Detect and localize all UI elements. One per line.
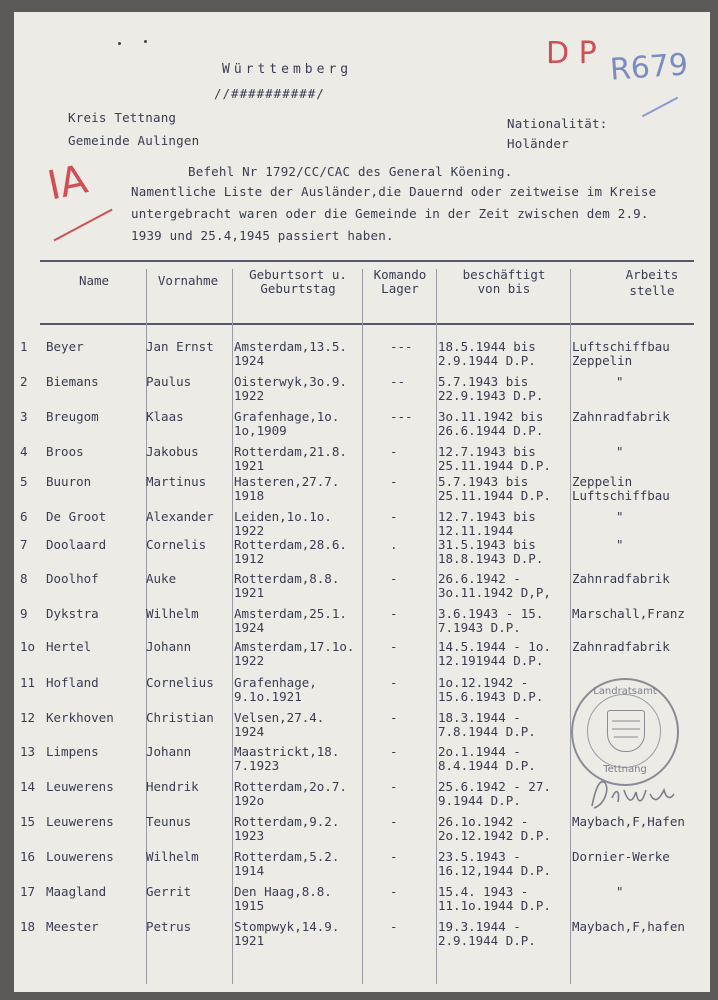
row-workplace: Zahnradfabrik	[572, 409, 670, 424]
row-birthdate: 1915	[234, 898, 265, 913]
row-birthplace: Rotterdam,5.2.	[234, 849, 340, 864]
row-birthdate: 1o,1909	[234, 423, 287, 438]
row-name: Beyer	[46, 339, 84, 354]
row-lager: -	[390, 849, 398, 864]
row-vorname: Johann	[146, 639, 192, 654]
row-birthplace: Den Haag,8.8.	[234, 884, 332, 899]
row-birthdate: 1912	[234, 551, 265, 566]
row-employment-from: 26.6.1942 -	[438, 571, 521, 586]
row-employment-from: 12.7.1943 bis	[438, 509, 536, 524]
table-row	[14, 815, 710, 849]
state-title: Württemberg	[222, 62, 353, 77]
row-lager: -	[390, 474, 398, 489]
row-employment-to: 2o.12.1942 D.P.	[438, 828, 551, 843]
row-workplace: Dornier-Werke	[572, 849, 670, 864]
row-workplace: "	[616, 884, 624, 899]
col-header-geburt-2: Geburtstag	[260, 281, 336, 296]
row-lager: -	[390, 779, 398, 794]
table-row	[14, 538, 710, 572]
row-birthdate: 1914	[234, 863, 265, 878]
row-workplace: Zahnradfabrik	[572, 571, 670, 586]
row-employment-from: 12.7.1943 bis	[438, 444, 536, 459]
col-header-arbeit-2: stelle	[629, 283, 675, 298]
row-vorname: Jan Ernst	[146, 339, 214, 354]
row-vorname: Teunus	[146, 814, 192, 829]
row-name: Hertel	[46, 639, 92, 654]
row-employment-to: 25.11.1944 D.P.	[438, 458, 551, 473]
row-employment-to: 3o.11.1942 D,P,	[438, 585, 551, 600]
row-name: Kerkhoven	[46, 710, 114, 725]
description-line-2: untergebracht waren oder die Gemeinde in der Zeit zwischen dem 2.9.	[131, 206, 649, 221]
row-birthplace: Amsterdam,25.1.	[234, 606, 347, 621]
row-vorname: Johann	[146, 744, 192, 759]
table-row	[14, 920, 710, 954]
row-vorname: Hendrik	[146, 779, 199, 794]
row-name: Doolhof	[46, 571, 99, 586]
row-number: 1	[20, 339, 28, 354]
row-number: 15	[20, 814, 36, 829]
row-lager: ---	[390, 339, 413, 354]
row-name: Buuron	[46, 474, 92, 489]
row-birthdate: 1924	[234, 620, 265, 635]
col-header-komando-1: Komando	[373, 267, 427, 282]
row-number: 7	[20, 537, 28, 552]
row-lager: -	[390, 919, 398, 934]
row-lager: -	[390, 606, 398, 621]
coat-of-arms-icon	[607, 710, 645, 752]
row-vorname: Martinus	[146, 474, 207, 489]
reference-mark: R679	[608, 47, 690, 88]
row-employment-from: 19.3.1944 -	[438, 919, 521, 934]
row-birthdate: 192o	[234, 793, 265, 808]
nationality-value: Holänder	[507, 136, 569, 151]
row-employment-from: 14.5.1944 - 1o.	[438, 639, 551, 654]
row-vorname: Wilhelm	[146, 606, 199, 621]
table-row	[14, 850, 710, 884]
row-number: 5	[20, 474, 28, 489]
row-employment-from: 26.1o.1942 -	[438, 814, 529, 829]
row-workplace-2: Luftschiffbau	[572, 488, 670, 503]
row-birthplace: Amsterdam,17.1o.	[234, 639, 355, 654]
row-name: Meester	[46, 919, 99, 934]
row-vorname: Auke	[146, 571, 177, 586]
row-employment-to: 25.11.1944 D.P.	[438, 488, 551, 503]
row-lager: --	[390, 374, 406, 389]
row-number: 4	[20, 444, 28, 459]
row-workplace-2: Zeppelin	[572, 353, 633, 368]
row-employment-to: 11.1o.1944 D.P.	[438, 898, 551, 913]
row-lager: -	[390, 710, 398, 725]
row-birthdate: 1924	[234, 724, 265, 739]
reference-underline	[642, 97, 678, 118]
row-workplace: "	[616, 509, 624, 524]
dp-pencil-mark: D P	[546, 36, 597, 71]
row-vorname: Petrus	[146, 919, 192, 934]
row-name: Limpens	[46, 744, 99, 759]
row-employment-to: 7.1943 D.P.	[438, 620, 521, 635]
hole-dot	[118, 42, 121, 45]
row-lager: -	[390, 444, 398, 459]
row-birthplace: Rotterdam,8.8.	[234, 571, 340, 586]
col-header-beschaeftigt-1: beschäftigt	[462, 267, 546, 282]
row-birthdate: 1921	[234, 458, 265, 473]
row-workplace: Marschall,Franz	[572, 606, 685, 621]
row-employment-to: 12.191944 D.P.	[438, 653, 544, 668]
row-name: Leuwerens	[46, 814, 114, 829]
col-header-komando-2: Lager	[381, 281, 419, 296]
row-employment-to: 2.9.1944 D.P.	[438, 933, 536, 948]
row-workplace: Maybach,F,hafen	[572, 919, 685, 934]
table-row	[14, 885, 710, 919]
row-birthplace: Rotterdam,9.2.	[234, 814, 340, 829]
row-birthplace: Rotterdam,21.8.	[234, 444, 347, 459]
col-header-beschaeftigt-2: von bis	[477, 281, 531, 296]
row-employment-from: 2o.1.1944 -	[438, 744, 521, 759]
row-birthplace: Velsen,27.4.	[234, 710, 325, 725]
row-workplace: "	[616, 537, 624, 552]
state-strike: //##########/	[214, 86, 325, 101]
row-employment-to: 9.1944 D.P.	[438, 793, 521, 808]
row-lager: -	[390, 509, 398, 524]
row-number: 3	[20, 409, 28, 424]
table-row	[14, 375, 710, 409]
row-lager: -	[390, 884, 398, 899]
row-name: Broos	[46, 444, 84, 459]
col-header-geburt-1: Geburtsort u.	[249, 267, 347, 282]
table-row	[14, 640, 710, 674]
row-employment-to: 15.6.1943 D.P.	[438, 689, 544, 704]
row-employment-from: 31.5.1943 bis	[438, 537, 536, 552]
row-vorname: Cornelius	[146, 675, 214, 690]
row-employment-from: 18.3.1944 -	[438, 710, 521, 725]
row-vorname: Alexander	[146, 509, 214, 524]
col-header-name: Name	[78, 273, 110, 288]
row-birthplace: Rotterdam,2o.7.	[234, 779, 347, 794]
row-birthplace: Amsterdam,13.5.	[234, 339, 347, 354]
row-workplace: Zeppelin	[572, 474, 633, 489]
row-workplace: Zahnradfabrik	[572, 639, 670, 654]
ia-pencil-mark: IA	[43, 156, 92, 210]
row-employment-from: 18.5.1944 bis	[438, 339, 536, 354]
table-row	[14, 340, 710, 374]
row-number: 8	[20, 571, 28, 586]
gemeinde-label: Gemeinde Aulingen	[68, 133, 200, 148]
row-employment-from: 15.4. 1943 -	[438, 884, 529, 899]
row-employment-to: 12.11.1944	[438, 523, 514, 538]
table-row	[14, 410, 710, 444]
row-number: 13	[20, 744, 36, 759]
row-lager: -	[390, 571, 398, 586]
description-line-1: Namentliche Liste der Ausländer,die Dauernd oder zeitweise im Kreise	[131, 184, 657, 199]
row-number: 14	[20, 779, 36, 794]
row-number: 11	[20, 675, 36, 690]
row-employment-from: 23.5.1943 -	[438, 849, 521, 864]
row-vorname: Paulus	[146, 374, 192, 389]
row-name: Louwerens	[46, 849, 114, 864]
table-row	[14, 475, 710, 509]
row-employment-to: 22.9.1943 D.P.	[438, 388, 544, 403]
row-birthdate: 9.1o.1921	[234, 689, 302, 704]
row-vorname: Jakobus	[146, 444, 199, 459]
row-employment-from: 1o.12.1942 -	[438, 675, 529, 690]
row-birthplace: Maastrickt,18.	[234, 744, 340, 759]
nationality-label: Nationalität:	[507, 116, 608, 131]
row-workplace: Maybach,F,Hafen	[572, 814, 685, 829]
table-top-rule	[40, 260, 694, 262]
row-number: 9	[20, 606, 28, 621]
table-row	[14, 607, 710, 641]
row-employment-to: 7.8.1944 D.P.	[438, 724, 536, 739]
row-name: Maagland	[46, 884, 107, 899]
row-birthdate: 1921	[234, 585, 265, 600]
row-lager: -	[390, 814, 398, 829]
row-birthplace: Leiden,1o.1o.	[234, 509, 332, 524]
row-birthdate: 1924	[234, 353, 265, 368]
signature	[586, 776, 678, 820]
row-number: 16	[20, 849, 36, 864]
row-lager: .	[390, 537, 398, 552]
hole-dot	[144, 40, 147, 43]
description-line-3: 1939 und 25.4,1945 passiert haben.	[131, 228, 394, 243]
row-birthplace: Rotterdam,28.6.	[234, 537, 347, 552]
row-lager: -	[390, 639, 398, 654]
row-name: Dykstra	[46, 606, 99, 621]
row-workplace: "	[616, 444, 624, 459]
row-employment-from: 5.7.1943 bis	[438, 374, 529, 389]
document-page	[14, 12, 710, 992]
row-birthdate: 1922	[234, 523, 265, 538]
row-birthplace: Oisterwyk,3o.9.	[234, 374, 347, 389]
row-workplace: Luftschiffbau	[572, 339, 670, 354]
row-employment-to: 18.8.1943 D.P.	[438, 551, 544, 566]
row-name: Breugom	[46, 409, 99, 424]
row-birthdate: 1918	[234, 488, 265, 503]
row-name: Biemans	[46, 374, 99, 389]
row-lager: -	[390, 744, 398, 759]
col-header-vorname: Vornahme	[157, 273, 219, 288]
row-number: 17	[20, 884, 36, 899]
row-number: 18	[20, 919, 36, 934]
table-row	[14, 572, 710, 606]
row-name: Hofland	[46, 675, 99, 690]
row-vorname: Christian	[146, 710, 214, 725]
official-stamp	[571, 678, 679, 786]
row-employment-from: 3o.11.1942 bis	[438, 409, 544, 424]
row-employment-from: 25.6.1942 - 27.	[438, 779, 551, 794]
row-birthdate: 1923	[234, 828, 265, 843]
row-number: 12	[20, 710, 36, 725]
row-birthplace: Grafenhage,1o.	[234, 409, 340, 424]
row-employment-to: 16.12,1944 D.P.	[438, 863, 551, 878]
row-employment-to: 2.9.1944 D.P.	[438, 353, 536, 368]
row-employment-from: 5.7.1943 bis	[438, 474, 529, 489]
row-workplace: "	[616, 374, 624, 389]
row-birthplace: Hasteren,27.7.	[234, 474, 340, 489]
row-number: 6	[20, 509, 28, 524]
kreis-label: Kreis Tettnang	[68, 110, 177, 125]
row-vorname: Gerrit	[146, 884, 192, 899]
row-employment-from: 3.6.1943 - 15.	[438, 606, 544, 621]
ia-underline	[53, 209, 112, 242]
row-lager: -	[390, 675, 398, 690]
row-vorname: Wilhelm	[146, 849, 199, 864]
row-name: Leuwerens	[46, 779, 114, 794]
row-employment-to: 8.4.1944 D.P.	[438, 758, 536, 773]
row-name: De Groot	[46, 509, 107, 524]
row-birthplace: Stompwyk,14.9.	[234, 919, 340, 934]
stamp-bottom-text: Tettnang	[603, 764, 647, 775]
col-header-arbeit-1: Arbeits	[625, 267, 679, 282]
row-birthdate: 1922	[234, 388, 265, 403]
row-number: 2	[20, 374, 28, 389]
row-vorname: Cornelis	[146, 537, 207, 552]
row-name: Doolaard	[46, 537, 107, 552]
row-lager: ---	[390, 409, 413, 424]
row-birthdate: 1922	[234, 653, 265, 668]
row-number: 1o	[20, 639, 36, 654]
row-birthplace: Grafenhage,	[234, 675, 317, 690]
table-header-rule	[40, 323, 694, 325]
befehl-line: Befehl Nr 1792/CC/CAC des General Köening.	[188, 164, 513, 179]
row-employment-to: 26.6.1944 D.P.	[438, 423, 544, 438]
stamp-top-text: Landratsamt	[593, 686, 657, 697]
row-birthdate: 1921	[234, 933, 265, 948]
row-vorname: Klaas	[146, 409, 184, 424]
row-birthdate: 7.1923	[234, 758, 280, 773]
